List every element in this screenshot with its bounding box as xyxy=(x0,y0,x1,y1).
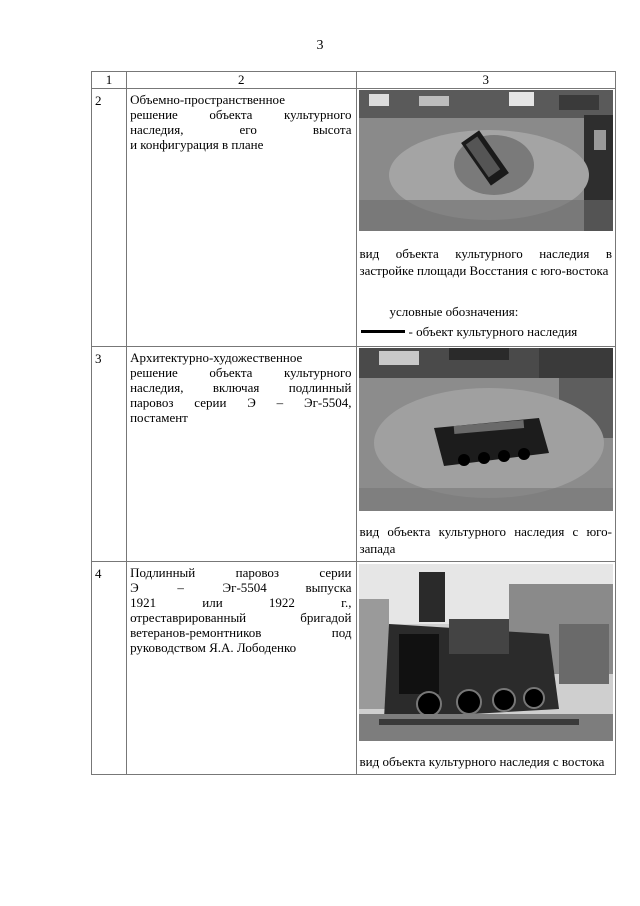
table-row xyxy=(92,89,616,347)
description-line: ветеранов-ремонтников под xyxy=(130,625,352,640)
row-description xyxy=(127,347,356,562)
header-col-1: 1 xyxy=(92,72,127,89)
description-line: 1921 или 1922 г., xyxy=(130,595,352,610)
photo-caption: вид объекта культурного наследия в застройке площади Восстания с юго-востока xyxy=(359,246,612,278)
legend-title: условные обозначения: xyxy=(389,304,519,319)
row-description xyxy=(127,89,356,347)
description-line: наследия, его высота xyxy=(130,122,352,137)
photo-cell xyxy=(356,89,616,347)
legend xyxy=(361,303,612,340)
monument-table xyxy=(91,71,616,775)
description-line: решение объекта культурного xyxy=(130,365,352,380)
description-line: и конфигурация в плане xyxy=(130,137,264,152)
description-line: постамент xyxy=(130,410,188,425)
legend-item-label: - объект культурного наследия xyxy=(408,324,578,339)
row-number: 2 xyxy=(92,89,127,347)
page-number: 3 xyxy=(316,38,324,53)
row-number: 4 xyxy=(92,562,127,775)
description-line: Архитектурно-художественное xyxy=(130,350,303,365)
header-col-3: 3 xyxy=(356,72,616,89)
description-line: Э – Эг-5504 выпуска xyxy=(130,580,352,595)
photo-cell xyxy=(356,562,616,775)
description-line: наследия, включая подлинный xyxy=(130,380,352,395)
description-line: Подлинный паровоз серии xyxy=(130,565,352,580)
table-row xyxy=(92,562,616,775)
row-number: 3 xyxy=(92,347,127,562)
photo-caption: вид объекта культурного наследия с востока xyxy=(359,754,605,769)
row-description xyxy=(127,562,356,775)
locomotive-front-photo xyxy=(359,564,614,741)
locomotive-aerial-photo xyxy=(359,348,614,511)
table-header-row xyxy=(92,72,616,89)
description-line: решение объекта культурного xyxy=(130,107,352,122)
photo-caption: вид объекта культурного наследия с юго-запада xyxy=(359,524,612,556)
description-line: руководством Я.А. Лободенко xyxy=(130,640,297,655)
legend-line-icon xyxy=(361,330,405,333)
description-line: Объемно-пространственное xyxy=(130,92,285,107)
legend-item xyxy=(361,323,612,340)
table-row xyxy=(92,347,616,562)
photo-cell xyxy=(356,347,616,562)
aerial-view-photo xyxy=(359,90,614,231)
description-line: паровоз серии Э – Эг-5504, xyxy=(130,395,352,410)
header-col-2: 2 xyxy=(127,72,356,89)
description-line: отреставрированный бригадой xyxy=(130,610,352,625)
